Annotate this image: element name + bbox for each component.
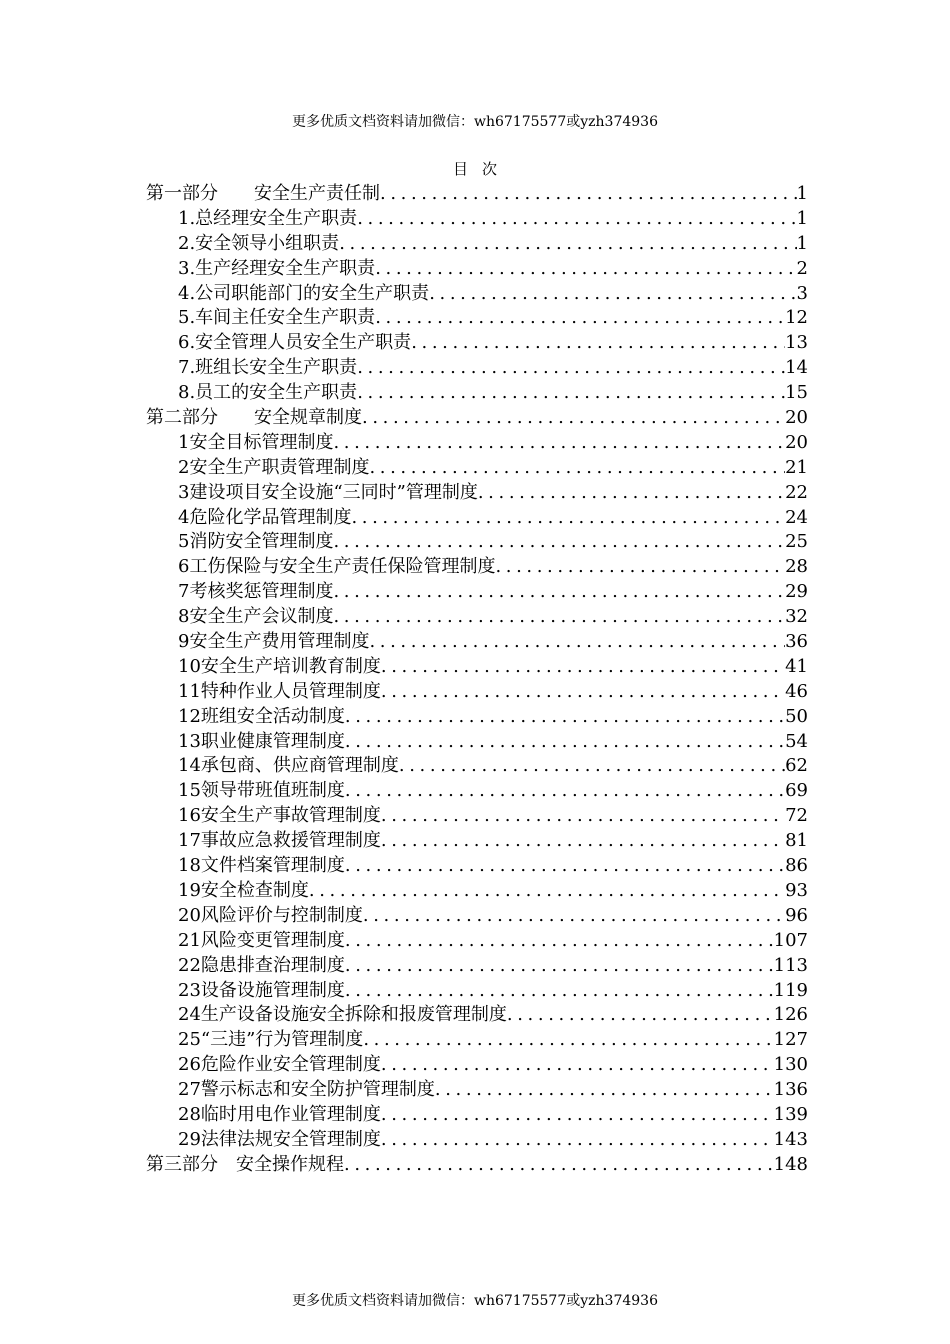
toc-entry-label: 10安全生产培训教育制度 bbox=[178, 655, 381, 677]
toc-entry[interactable] bbox=[146, 680, 808, 705]
toc-entry-label: 28临时用电作业管理制度 bbox=[178, 1103, 381, 1125]
toc-page-number: 3 bbox=[796, 282, 808, 304]
dot-leader bbox=[344, 1153, 774, 1177]
dot-leader bbox=[333, 431, 785, 455]
toc-page-number: 41 bbox=[785, 655, 808, 677]
toc-entry-label: 2安全生产职责管理制度 bbox=[178, 456, 370, 478]
dot-leader bbox=[411, 331, 785, 355]
toc-page-number: 13 bbox=[785, 332, 808, 354]
toc-entry[interactable] bbox=[146, 356, 808, 381]
toc-entry-label: 3.生产经理安全生产职责 bbox=[178, 257, 376, 279]
toc-page-number: 107 bbox=[773, 929, 808, 951]
toc-page-number: 28 bbox=[785, 556, 808, 578]
toc-entry[interactable] bbox=[146, 705, 808, 730]
toc-entry[interactable] bbox=[146, 929, 808, 954]
toc-page-number: 119 bbox=[773, 979, 808, 1001]
dot-leader bbox=[429, 282, 796, 306]
toc-title: 目次 bbox=[452, 160, 511, 178]
toc-entry-label: 4.公司职能部门的安全生产职责 bbox=[178, 282, 430, 304]
toc-entry-label: 6工伤保险与安全生产责任保险管理制度 bbox=[178, 556, 496, 578]
toc-entry-label: 17事故应急救援管理制度 bbox=[178, 830, 381, 852]
toc-entry[interactable] bbox=[146, 854, 808, 879]
toc-part-entry[interactable] bbox=[146, 182, 808, 207]
dot-leader bbox=[333, 530, 785, 554]
toc-entry[interactable] bbox=[146, 1003, 808, 1028]
toc-entry-label: 第二部分 安全规章制度 bbox=[146, 407, 362, 429]
toc-entry-label: 25“三违”行为管理制度 bbox=[178, 1029, 364, 1051]
toc-entry-label: 2.安全领导小组职责 bbox=[178, 232, 340, 254]
dot-leader bbox=[507, 1003, 774, 1027]
toc-entry-label: 23设备设施管理制度 bbox=[178, 979, 345, 1001]
toc-page-number: 50 bbox=[785, 705, 808, 727]
dot-leader bbox=[363, 1028, 773, 1052]
toc-page-number: 69 bbox=[785, 780, 808, 802]
toc-page-number: 36 bbox=[785, 631, 808, 653]
toc-page-number: 1 bbox=[796, 207, 808, 229]
toc-entry[interactable] bbox=[146, 804, 808, 829]
toc-entry[interactable] bbox=[146, 630, 808, 655]
toc-entry-label: 18文件档案管理制度 bbox=[178, 855, 345, 877]
toc-page-number: 126 bbox=[773, 1004, 808, 1026]
dot-leader bbox=[381, 829, 785, 853]
toc-entry-label: 5消防安全管理制度 bbox=[178, 531, 334, 553]
toc-page-number: 96 bbox=[785, 904, 808, 926]
toc-entry-label: 21风险变更管理制度 bbox=[178, 929, 345, 951]
toc-entry[interactable] bbox=[146, 232, 808, 257]
toc-entry-label: 3建设项目安全设施“三同时”管理制度 bbox=[178, 481, 478, 503]
toc-entry-label: 20风险评价与控制制度 bbox=[178, 904, 363, 926]
dot-leader bbox=[381, 804, 785, 828]
dot-leader bbox=[375, 257, 796, 281]
dot-leader bbox=[381, 680, 785, 704]
toc-page-number: 2 bbox=[796, 257, 808, 279]
dot-leader bbox=[369, 630, 785, 654]
toc-entry-label: 7.班组长安全生产职责 bbox=[178, 357, 358, 379]
toc-entry[interactable] bbox=[146, 282, 808, 307]
dot-leader bbox=[345, 929, 774, 953]
dot-leader bbox=[375, 306, 785, 330]
toc-page-number: 1 bbox=[796, 232, 808, 254]
toc-entry-label: 8.员工的安全生产职责 bbox=[178, 382, 358, 404]
toc-page-number: 148 bbox=[773, 1153, 808, 1175]
toc-entry-label: 29法律法规安全管理制度 bbox=[178, 1128, 381, 1150]
toc-page-number: 29 bbox=[785, 581, 808, 603]
dot-leader bbox=[381, 1103, 774, 1127]
toc-page-number: 46 bbox=[785, 680, 808, 702]
toc-entry-label: 1安全目标管理制度 bbox=[178, 431, 334, 453]
toc-page-number: 127 bbox=[773, 1029, 808, 1051]
dot-leader bbox=[357, 381, 785, 405]
toc-entry[interactable] bbox=[146, 381, 808, 406]
toc-entry[interactable] bbox=[146, 257, 808, 282]
header-note: 更多优质文档资料请加微信：wh67175577或yzh374936 bbox=[291, 114, 658, 130]
toc-entry-label: 22隐患排查治理制度 bbox=[178, 954, 345, 976]
toc-entry[interactable] bbox=[146, 754, 808, 779]
toc-page-number: 14 bbox=[785, 357, 808, 379]
dot-leader bbox=[333, 580, 785, 604]
toc-entry-label: 4危险化学品管理制度 bbox=[178, 506, 352, 528]
dot-leader bbox=[381, 1053, 774, 1077]
dot-leader bbox=[339, 232, 796, 256]
toc-page-number: 86 bbox=[785, 855, 808, 877]
toc-page-number: 25 bbox=[785, 531, 808, 553]
dot-leader bbox=[333, 605, 785, 629]
dot-leader bbox=[362, 406, 785, 430]
toc-entry[interactable] bbox=[146, 530, 808, 555]
toc-entry-label: 16安全生产事故管理制度 bbox=[178, 805, 381, 827]
dot-leader bbox=[351, 506, 785, 530]
toc-entry[interactable] bbox=[146, 979, 808, 1004]
dot-leader bbox=[357, 356, 785, 380]
toc-page-number: 143 bbox=[773, 1128, 808, 1150]
toc-entry[interactable] bbox=[146, 879, 808, 904]
toc-page-number: 62 bbox=[785, 755, 808, 777]
toc-page-number: 20 bbox=[785, 431, 808, 453]
toc-page-number: 15 bbox=[785, 382, 808, 404]
toc-entry[interactable] bbox=[146, 605, 808, 630]
toc-entry-label: 15领导带班值班制度 bbox=[178, 780, 345, 802]
dot-leader bbox=[381, 1128, 774, 1152]
toc-entry-label: 13职业健康管理制度 bbox=[178, 730, 345, 752]
toc-page-number: 93 bbox=[785, 879, 808, 901]
toc-entry[interactable] bbox=[146, 829, 808, 854]
dot-leader bbox=[345, 779, 785, 803]
toc-page-number: 12 bbox=[785, 307, 808, 329]
toc-entry[interactable] bbox=[146, 655, 808, 680]
dot-leader bbox=[380, 182, 797, 206]
dot-leader bbox=[399, 754, 785, 778]
toc-entry-label: 6.安全管理人员安全生产职责 bbox=[178, 332, 412, 354]
toc-page-number: 22 bbox=[785, 481, 808, 503]
toc-page-number: 54 bbox=[785, 730, 808, 752]
toc-entry-label: 11特种作业人员管理制度 bbox=[178, 680, 381, 702]
toc-entry-label: 1.总经理安全生产职责 bbox=[178, 207, 358, 229]
dot-leader bbox=[345, 730, 785, 754]
toc-entry-label: 26危险作业安全管理制度 bbox=[178, 1054, 381, 1076]
dot-leader bbox=[495, 555, 785, 579]
footer-note: 更多优质文档资料请加微信：wh67175577或yzh374936 bbox=[291, 1293, 658, 1309]
dot-leader bbox=[345, 979, 774, 1003]
toc-entry-label: 9安全生产费用管理制度 bbox=[178, 631, 370, 653]
toc-page-number: 113 bbox=[773, 954, 808, 976]
dot-leader bbox=[363, 904, 785, 928]
toc-page-number: 130 bbox=[773, 1054, 808, 1076]
toc-entry[interactable] bbox=[146, 331, 808, 356]
toc-entry[interactable] bbox=[146, 506, 808, 531]
toc-page-number: 32 bbox=[785, 606, 808, 628]
dot-leader bbox=[357, 207, 796, 231]
toc-entry[interactable] bbox=[146, 954, 808, 979]
toc-entry-label: 14承包商、供应商管理制度 bbox=[178, 755, 399, 777]
toc-entry-label: 7考核奖惩管理制度 bbox=[178, 581, 334, 603]
toc-entry-label: 第三部分 安全操作规程 bbox=[146, 1153, 344, 1175]
toc-page-number: 21 bbox=[785, 456, 808, 478]
dot-leader bbox=[345, 854, 785, 878]
toc-page-number: 1 bbox=[796, 183, 808, 204]
toc-entry-label: 19安全检查制度 bbox=[178, 879, 309, 901]
toc-entry-label: 第一部分 安全生产责任制 bbox=[146, 183, 380, 204]
dot-leader bbox=[478, 481, 785, 505]
toc-entry[interactable] bbox=[146, 207, 808, 232]
toc-entry[interactable] bbox=[146, 555, 808, 580]
toc-entry-label: 8安全生产会议制度 bbox=[178, 606, 334, 628]
toc-entry-label: 27警示标志和安全防护管理制度 bbox=[178, 1079, 435, 1101]
toc-page-number: 81 bbox=[785, 830, 808, 852]
toc-entry-label: 5.车间主任安全生产职责 bbox=[178, 307, 376, 329]
toc-entry[interactable] bbox=[146, 779, 808, 804]
dot-leader bbox=[381, 655, 785, 679]
toc-entry-label: 24生产设备设施安全拆除和报废管理制度 bbox=[178, 1004, 507, 1026]
toc-entry[interactable] bbox=[146, 1078, 808, 1103]
dot-leader bbox=[309, 879, 785, 903]
toc-entry-label: 12班组安全活动制度 bbox=[178, 705, 345, 727]
toc-entry[interactable] bbox=[146, 431, 808, 456]
table-of-contents bbox=[146, 182, 808, 1178]
toc-entry[interactable] bbox=[146, 904, 808, 929]
dot-leader bbox=[435, 1078, 774, 1102]
toc-entry[interactable] bbox=[146, 1128, 808, 1153]
toc-entry[interactable] bbox=[146, 456, 808, 481]
dot-leader bbox=[369, 456, 785, 480]
toc-part-entry[interactable] bbox=[146, 1153, 808, 1178]
toc-page-number: 20 bbox=[785, 407, 808, 429]
toc-entry[interactable] bbox=[146, 306, 808, 331]
toc-part-entry[interactable] bbox=[146, 406, 808, 431]
dot-leader bbox=[345, 705, 785, 729]
toc-entry[interactable] bbox=[146, 580, 808, 605]
toc-page-number: 72 bbox=[785, 805, 808, 827]
dot-leader bbox=[345, 954, 774, 978]
toc-entry[interactable] bbox=[146, 1028, 808, 1053]
toc-entry[interactable] bbox=[146, 481, 808, 506]
toc-entry[interactable] bbox=[146, 730, 808, 755]
toc-page-number: 136 bbox=[773, 1079, 808, 1101]
toc-page-number: 139 bbox=[773, 1103, 808, 1125]
toc-page-number: 24 bbox=[785, 506, 808, 528]
toc-entry[interactable] bbox=[146, 1053, 808, 1078]
toc-entry[interactable] bbox=[146, 1103, 808, 1128]
